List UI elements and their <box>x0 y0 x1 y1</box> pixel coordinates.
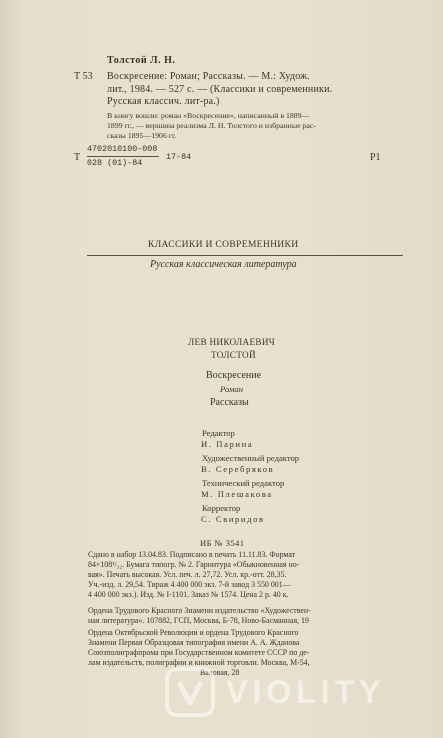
credit-name: М. Плешакова <box>201 489 273 499</box>
printer-line: Знамени Первая Образцовая типография имени А. А. Жданова <box>88 637 300 647</box>
imprint-line: 4 400 000 экз.). Изд. № I-1101. Заказ № 1574. Цена 2 р. 40 к. <box>88 589 289 599</box>
printer-line: Валовая, 28 <box>200 667 240 677</box>
card-code-right: 17-84 <box>166 152 192 162</box>
card-annotation-line: 1899 гг., — вершина реализма Л. Н. Толстого и избранные рас- <box>107 121 316 130</box>
author-surname: ТОЛСТОЙ <box>211 350 256 360</box>
card-biblio-line: Воскресение: Роман; Рассказы. — М.: Худож. <box>107 71 310 82</box>
card-author: Толстой Л. Н. <box>107 55 176 66</box>
watermark-text: VIOLITY <box>226 674 386 710</box>
imprint-line: Уч.-изд. л. 29,54. Тираж 4 400 000 экз. 7-й завод 3 550 001— <box>88 579 291 589</box>
book-genre: Роман <box>220 384 243 394</box>
card-code-fraction-line <box>87 156 159 157</box>
publisher-line: Ордена Трудового Красного Знамени издательство «Художествен- <box>88 606 311 615</box>
publisher-info <box>88 606 311 626</box>
card-annotation <box>107 111 316 141</box>
credit-name: С. Свиридов <box>201 514 265 524</box>
card-code-top: 4702010100-008 <box>87 144 158 154</box>
printer-line: Союзполиграфпрома при Государственном комитете СССР по де- <box>88 647 310 657</box>
printer-line: лам издательств, полиграфии и книжной торговли. Москва, М-54, <box>88 657 310 667</box>
violity-watermark <box>160 660 430 724</box>
imprint-line: Сдано в набор 13.04.83. Подписано в печать 11.11.83. Формат <box>88 550 296 559</box>
series-title: КЛАССИКИ И СОВРЕМЕННИКИ <box>148 239 299 250</box>
credit-name: В. Серебряков <box>201 464 275 474</box>
imprint-line: 84×108¹/₃₂. Бумага типогр. № 2. Гарнитура «Обыкновенная но- <box>88 559 300 569</box>
card-annotation-line: сказы 1895—1906 гг. <box>107 131 177 140</box>
imprint-ib: ИБ № 3541 <box>200 538 245 548</box>
series-subtitle: Русская классическая литература <box>150 259 297 270</box>
credit-role: Художественный редактор <box>202 453 300 463</box>
card-code-bottom: 028 (01)-84 <box>87 158 143 168</box>
card-biblio <box>107 71 332 109</box>
card-biblio-line: лит., 1984. — 527 с. — (Классики и современники. <box>107 83 333 95</box>
imprint-details <box>88 550 299 600</box>
card-code-prefix: Т <box>74 152 81 163</box>
credit-role: Редактор <box>202 428 235 438</box>
card-biblio-line: Русская классич. лит-ра.) <box>107 96 220 108</box>
publisher-line: ная литература». 107882, ГСП, Москва, Б-78, Ново-Басманная, 19 <box>88 615 309 625</box>
card-annotation-line: В книгу вошли: роман «Воскресение», написанный в 1889— <box>107 111 310 120</box>
credit-role: Корректор <box>202 503 241 513</box>
book-title-2: Рассказы <box>210 397 249 408</box>
imprint-line: вая». Печать высокая. Усл. печ. л. 27,72. Усл. кр.-отт. 28,35. <box>88 569 287 579</box>
violity-logo-icon <box>164 666 216 718</box>
credit-name: И. Парина <box>201 439 254 449</box>
credit-role: Технический редактор <box>202 478 285 488</box>
book-title: Воскресение <box>206 370 262 381</box>
series-rule <box>87 255 403 256</box>
author-name: ЛЕВ НИКОЛАЕВИЧ <box>188 337 276 347</box>
printer-line: Ордена Октябрьской Революции и ордена Трудового Красного <box>88 628 299 637</box>
card-class-mark: Р1 <box>370 152 381 163</box>
card-index: Т 53 <box>74 71 93 82</box>
